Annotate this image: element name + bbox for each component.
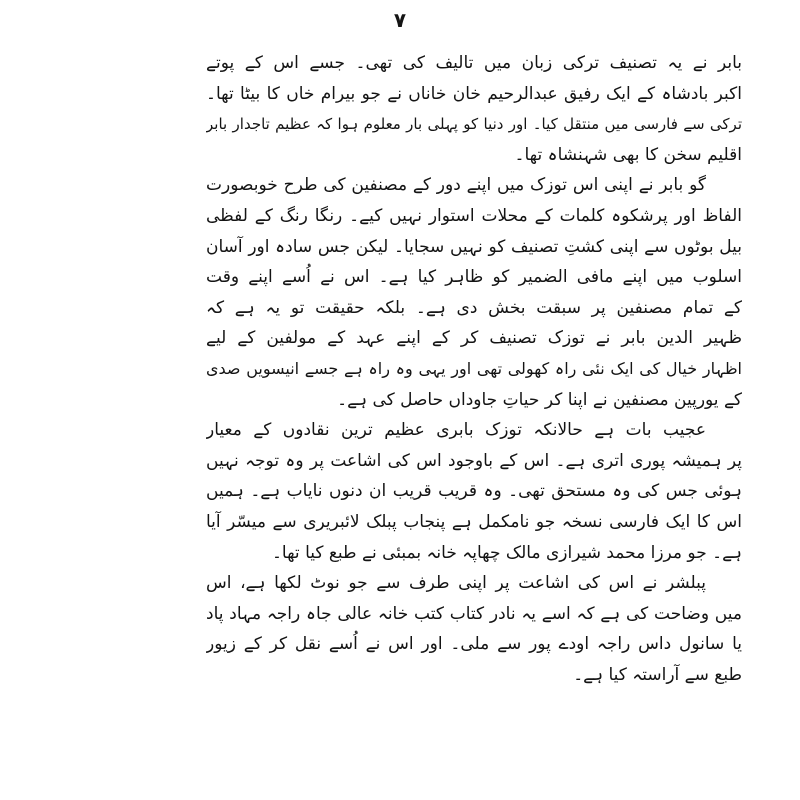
text-line: میں وضاحت کی ہے کہ اسے یہ نادر کتاب کتب خانہ عالی جاہ راجہ مہاد پاد bbox=[206, 603, 742, 624]
text-line: ترکی سے فارسی میں منتقل کیا۔ اور دنیا کو پہلی بار معلوم ہوا کہ عظیم تاجدار بابر bbox=[206, 115, 742, 134]
text-line: اس کا ایک فارسی نسخہ جو نامکمل ہے پنجاب پبلک لائبریری سے میسّر آیا bbox=[206, 511, 742, 532]
text-line: عجیب بات ہے حالانکہ توزک بابری عظیم ترین نقادوں کے معیار bbox=[206, 420, 706, 441]
text-line: اکبر بادشاہ کے ایک رفیق عبدالرحیم خان خاناں نے جو بیرام خاں کا بیٹا تھا۔ bbox=[206, 83, 742, 104]
text-line: اسلوب میں اپنے مافی الضمیر کو ظاہر کیا ہے۔ اس نے اُسے اپنے وقت bbox=[206, 267, 742, 288]
text-line: الفاظ اور پرشکوہ کلمات کے محلات استوار نہیں کیے۔ رنگا رنگ کے لفظی bbox=[206, 205, 742, 226]
text-line: پر ہمیشہ پوری اتری ہے۔ اس کے باوجود اس کی اشاعت پر وہ توجہ نہیں bbox=[206, 450, 742, 471]
body-text bbox=[206, 48, 742, 690]
text-line: کے تمام مصنفین پر سبقت بخش دی ہے۔ بلکہ حقیقت تو یہ ہے کہ bbox=[206, 297, 742, 318]
text-line: گو بابر نے اپنی اس توزک میں اپنے دور کے مصنفین کی طرح خوبصورت bbox=[206, 175, 706, 196]
text-line: کے یورپین مصنفین نے اپنا کر حیاتِ جاوداں حاصل کی ہے۔ bbox=[337, 389, 742, 410]
text-line: پبلشر نے اس کی اشاعت پر اپنی طرف سے جو نوٹ لکھا ہے، اس bbox=[206, 573, 706, 594]
text-line: اظہار خیال کی ایک نئی راہ کھولی تھی اور یہی وہ راہ ہے جسے انیسویں صدی bbox=[206, 358, 742, 378]
text-line: طبع سے آراستہ کیا ہے۔ bbox=[573, 664, 742, 685]
text-line: بابر نے یہ تصنیف ترکی زبان میں تالیف کی تھی۔ جسے اس کے پوتے bbox=[206, 53, 742, 73]
text-line: ہوئی جس کی وہ مستحق تھی۔ وہ قریب قریب ان دنوں نایاب ہے۔ ہمیں bbox=[206, 481, 742, 502]
text-line: ہے۔ جو مرزا محمد شیرازی مالک چھاپہ خانہ بمبئی نے طبع کیا تھا۔ bbox=[271, 542, 742, 563]
text-line: یا سانول داس راجہ اودے پور سے ملی۔ اور اس نے اُسے نقل کر کے زیور bbox=[206, 634, 742, 655]
text-line: اقلیم سخن کا بھی شہنشاہ تھا۔ bbox=[514, 144, 742, 165]
text-line: بیل بوٹوں سے اپنی کشتِ تصنیف کو نہیں سجایا۔ لیکن جس سادہ اور آسان bbox=[206, 236, 742, 257]
text-line: ظہیر الدین بابر نے توزک تصنیف کر کے اپنے عہد کے مولفین کے لیے bbox=[206, 328, 742, 349]
page-number: ۷ bbox=[393, 8, 407, 32]
